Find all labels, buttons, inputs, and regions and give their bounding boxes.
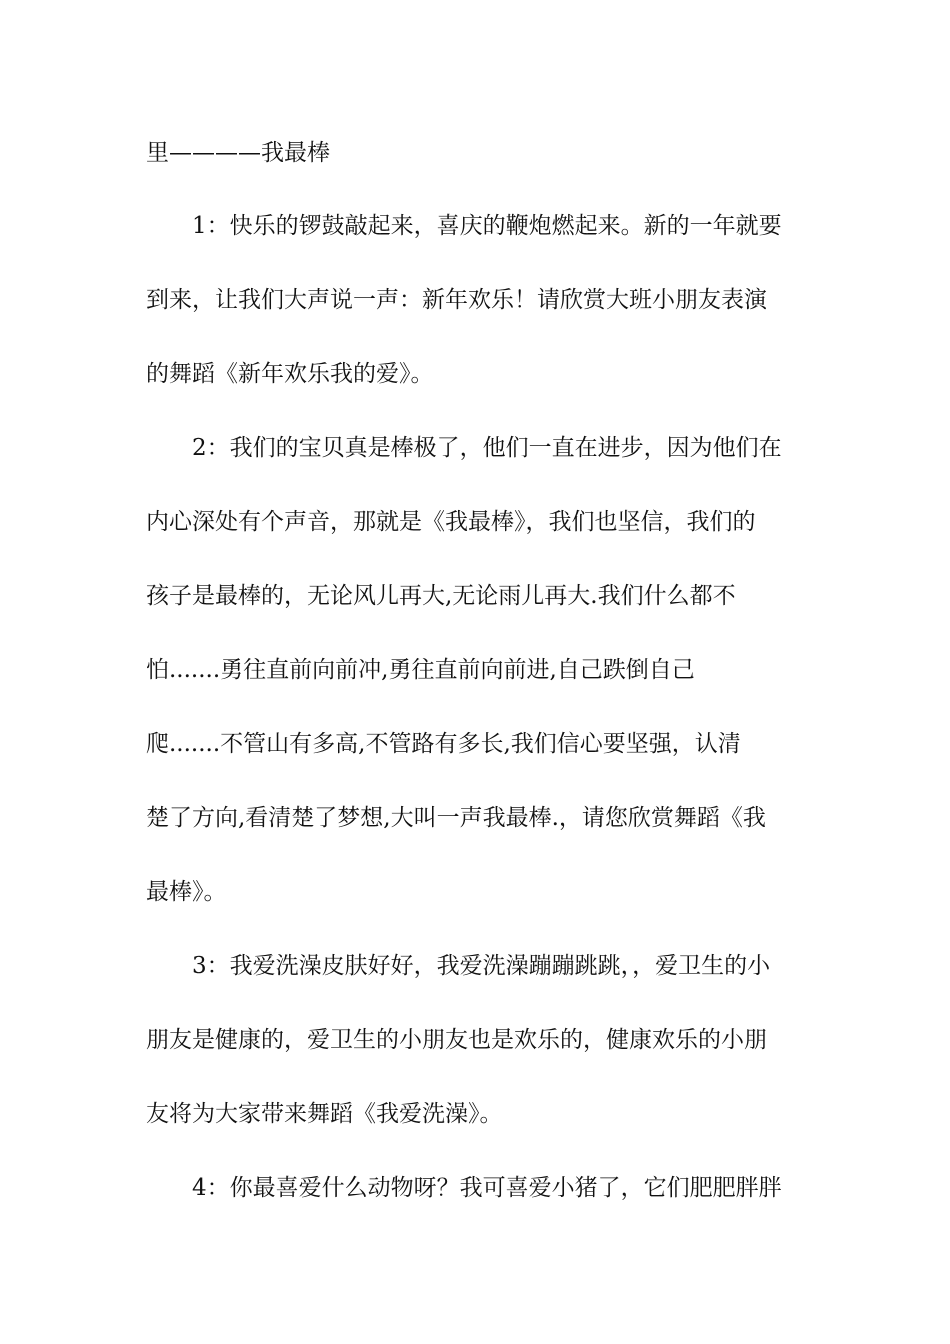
- text-line: 的舞蹈《新年欢乐我的爱》。: [146, 361, 434, 387]
- text-line: 2：我们的宝贝真是棒极了，他们一直在进步，因为他们在: [146, 435, 782, 461]
- text-line: 3：我爱洗澡皮肤好好，我爱洗澡蹦蹦跳跳，，爱卫生的小: [146, 953, 771, 979]
- text-line: 内心深处有个声音，那就是《我最棒》，我们也坚信，我们的: [146, 509, 756, 535]
- text-line: 4：你最喜爱什么动物呀？我可喜爱小猪了，它们肥肥胖胖: [146, 1175, 782, 1201]
- text-line: 1：快乐的锣鼓敲起来，喜庆的鞭炮燃起来。新的一年就要: [146, 213, 782, 239]
- text-line: 里————我最棒: [146, 140, 330, 166]
- text-line: 爬.......不管山有多高,不管路有多长,我们信心要坚强，认清: [146, 731, 741, 757]
- text-line: 孩子是最棒的，无论风儿再大,无论雨儿再大.我们什么都不: [146, 583, 736, 609]
- text-line: 到来，让我们大声说一声：新年欢乐！请欣赏大班小朋友表演: [146, 287, 767, 313]
- text-line: 朋友是健康的，爱卫生的小朋友也是欢乐的，健康欢乐的小朋: [146, 1027, 767, 1053]
- text-line: 最棒》。: [146, 879, 227, 905]
- text-line: 怕.......勇往直前向前冲,勇往直前向前进,自己跌倒自己: [146, 657, 695, 683]
- text-line: 友将为大家带来舞蹈《我爱洗澡》。: [146, 1101, 503, 1127]
- text-line: 楚了方向,看清楚了梦想,大叫一声我最棒.，请您欣赏舞蹈《我: [146, 805, 766, 831]
